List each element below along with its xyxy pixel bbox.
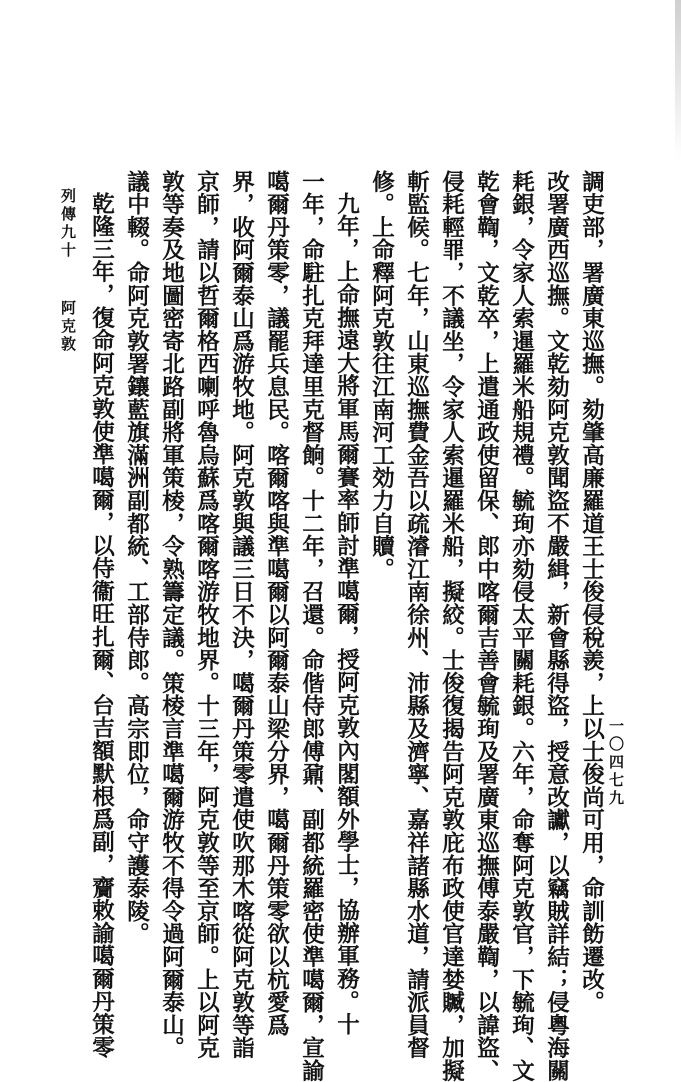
text-column-6: 斬監候。七年，山東巡撫費金吾以疏濬江南徐州、沛縣及濟寧、嘉祥諸縣水道，請派員督 — [403, 170, 430, 1060]
running-title: 列傳九十 — [59, 188, 77, 260]
person-name: 阿克敦 — [59, 300, 77, 354]
text-column-8: 九年，上命撫遠大將軍馬爾賽率師討準噶爾，授阿克敦內閣額外學士，協辦軍務。十 — [333, 192, 360, 1036]
text-column-11: 界，收阿爾泰山爲游牧地。阿克敦與議三日不決，噶爾丹策零遣使吹那木喀從阿克敦等詣 — [228, 170, 255, 1060]
text-column-7: 修。上命釋阿克敦往江南河工効力自贖。 — [368, 170, 395, 581]
text-column-15: 乾隆三年，復命阿克敦使準噶爾，以侍衞旺扎爾、台吉額默根爲副，齎敕諭噶爾丹策零 — [88, 192, 115, 1059]
text-column-9: 一年，命駐扎克拜達里克督餉。十二年，召還。命偕侍郎傅鼐、副都統羅密使準噶爾，宣諭 — [298, 170, 325, 1082]
scan-edge-shadow — [675, 0, 681, 160]
page-number: 一〇四七九 — [607, 718, 625, 808]
text-column-2: 改署廣西巡撫。文乾劾阿克敦聞盜不嚴緝，新會縣得盜，授意改讞，以竊賊詳結；侵粵海關 — [543, 170, 570, 1082]
text-column-14: 議中輟。命阿克敦署鑲藍旗滿洲副都統、工部侍郎。高宗即位，命守護泰陵。 — [123, 170, 150, 946]
text-column-10: 噶爾丹策零，議罷兵息民。喀爾喀與準噶爾以阿爾泰山梁分界，噶爾丹策零欲以杭愛爲 — [263, 170, 290, 1037]
text-column-1: 調吏部，署廣東巡撫。劾肇高廉羅道王士俊侵稅羨，上以士俊尚可用，命訓飭遷改。 — [578, 170, 605, 1014]
text-column-4: 乾會鞫，文乾卒，上遣通政使留保、郎中喀爾吉善會毓珣及署廣東巡撫傅泰嚴鞫，以諱盜、 — [473, 170, 500, 1082]
text-column-13: 敦等奏及地圖密寄北路副將軍策棱，令熟籌定議。策棱言準噶爾游牧不得令過阿爾泰山。 — [158, 170, 185, 1060]
text-column-12: 京師，請以哲爾格西喇呼魯烏蘇爲喀爾喀游牧地界。十三年，阿克敦等至京師。上以阿克 — [193, 170, 220, 1060]
text-column-3: 耗銀，令家人索暹羅米船規禮。毓珣亦劾侵太平關耗銀。六年，命奪阿克敦官，下毓珣、文 — [508, 170, 535, 1082]
text-column-5: 侵耗輕罪，不議坐，令家人索暹羅米船，擬絞。士俊復揭告阿克敦庇布政使官達婪贓，加擬 — [438, 170, 465, 1082]
